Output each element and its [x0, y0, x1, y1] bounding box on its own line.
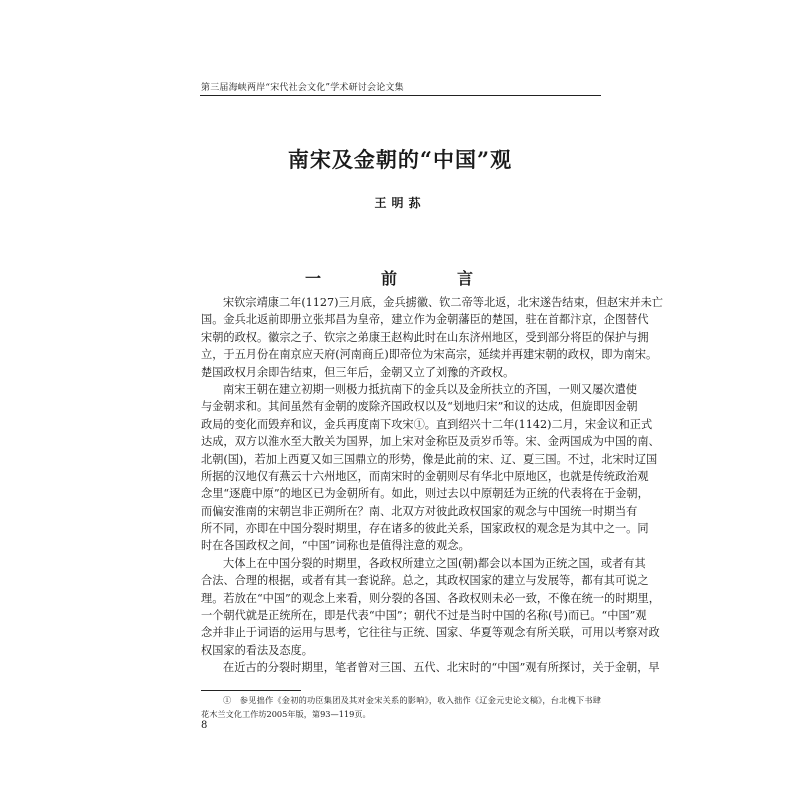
body-line: 宋朝的政权。徽宗之子、钦宗之弟康王赵构此时在山东济州地区，受到部分将臣的保护与拥 — [201, 330, 649, 344]
body-line: 北朝(国)，若加上西夏又如三国鼎立的形势，像是此前的宋、辽、夏三国。不过，北宋时辽国 — [201, 452, 658, 466]
body-line: 而偏安淮南的宋朝岂非正朔所在？南、北双方对彼此政权国家的观念与中国统一时期当有 — [201, 504, 638, 518]
body-line: 与金朝求和。其间虽然有金朝的废除齐国政权以及“划地归宋”和议的达成，但旋即因金朝 — [201, 400, 638, 414]
body-line: 一个朝代就是正统所在，即是代表“中国”；朝代不过是当时中国的名称(号)而已。“中国”观 — [201, 609, 647, 623]
page-number: 8 — [201, 720, 208, 731]
body-line: 时在各国政权之间，“中国”词称也是值得注意的观念。 — [201, 539, 470, 553]
body-line: 理。若放在“中国”的观念上来看，则分裂的各国、各政权则未必一致，不像在统一的时期里， — [201, 591, 660, 605]
body-line: 所据的汉地仅有燕云十六州地区，而南宋时的金朝则尽有华北中原地区，也就是传统政治观 — [201, 469, 649, 483]
running-header: 第三届海峡两岸“宋代社会文化”学术研讨会论文集 — [201, 83, 404, 93]
body-line: 立，于五月份在南京应天府(河南商丘)即帝位为宋高宗，延续并再建宋朝的政权，即为南宋。 — [201, 348, 658, 362]
body-line: 大体上在中国分裂的时期里，各政权所建立之国(朝)都会以本国为正统之国，或者有其 — [223, 556, 646, 570]
body-line: 国。金兵北返前即册立张邦昌为皇帝，建立作为金朝藩臣的楚国，驻在首都汴京，企图替代 — [201, 313, 649, 327]
footnote-rule — [201, 690, 301, 691]
footnote — [201, 694, 601, 721]
body-line: 权国家的看法及态度。 — [201, 643, 313, 657]
body-line: 政局的变化而毁弃和议，金兵再度南下攻宋①。直到绍兴十二年(1142)二月，宋金议和正式 — [201, 417, 653, 431]
body-line: 楚国政权月余即告结束，但三年后，金朝又立了刘豫的齐政权。 — [201, 365, 515, 379]
body-text — [201, 294, 663, 677]
body-line: 南宋王朝在建立初期一则极力抵抗南下的金兵以及金所扶立的齐国，一则又屡次遣使 — [223, 382, 637, 396]
author-name: 王明荪 — [374, 196, 426, 210]
footnote-line: ① 参见拙作《金初的功臣集团及其对金宋关系的影响》，收入拙作《辽金元史论文稿》，台北槐下书肆 — [223, 695, 601, 705]
header-rule — [200, 95, 601, 96]
article-title: 南宋及金朝的“中国”观 — [287, 147, 513, 172]
body-line: 宋钦宗靖康二年(1127)三月底，金兵掳徽、钦二帝等北返，北宋遂告结束，但赵宋并未亡 — [223, 296, 663, 309]
body-line: 在近古的分裂时期里，笔者曾对三国、五代、北宋时的“中国”观有所探讨，关于金朝，早 — [223, 661, 660, 675]
body-line: 念里“逐鹿中原”的地区已为金朝所有。如此，则过去以中原朝廷为正统的代表将在于金朝， — [201, 487, 649, 501]
body-line: 合法、合理的根据，或者有其一套说辞。总之，其政权国家的建立与发展等，都有其可说之 — [201, 574, 649, 588]
body-line: 所不同，亦即在中国分裂时期里，存在诸多的彼此关系，国家政权的观念是为其中之一。同 — [201, 522, 649, 536]
section-heading: 一 前 言 — [304, 269, 495, 288]
body-line: 念并非止于词语的运用与思考，它往往与正统、国家、华夏等观念有所关联，可用以考察对政 — [201, 626, 660, 640]
body-line: 达成，双方以淮水至大散关为国界，加上宋对金称臣及贡岁币等。宋、金两国成为中国的南、 — [201, 435, 660, 449]
footnote-line: 花木兰文化工作坊2005年版，第93—119页。 — [201, 708, 371, 719]
